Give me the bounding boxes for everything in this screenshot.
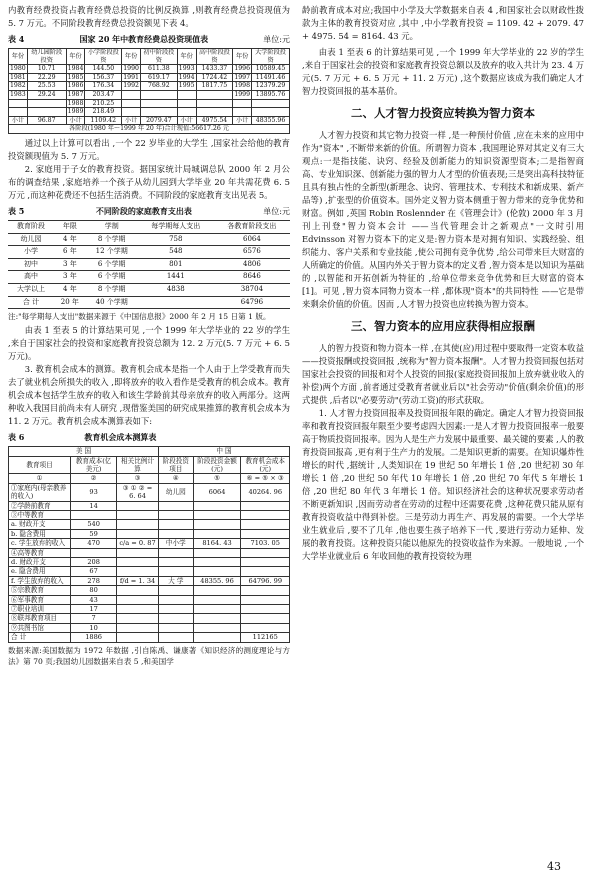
table-cell: 1984: [67, 65, 84, 73]
table-cell: [9, 99, 28, 108]
table-cell: 初中: [8, 258, 54, 271]
table-cell: 1433.37: [196, 65, 233, 74]
table-cell: [233, 99, 252, 108]
table-cell: [196, 108, 233, 117]
table-row: [9, 557, 290, 566]
table-cell: 14: [71, 501, 117, 510]
table-cell: 8646: [214, 271, 290, 284]
table-cell: 203.47: [85, 90, 122, 99]
table-cell: 64796. 99: [241, 576, 290, 585]
table-cell: 11491.46: [252, 73, 290, 82]
table-cell: 43: [71, 595, 117, 604]
table-cell: 3 年: [54, 258, 86, 271]
table-cell: 548: [138, 246, 214, 259]
table-cell: 768.92: [140, 82, 177, 91]
table-cell: [140, 99, 177, 108]
table-row: [9, 605, 290, 614]
table-cell: 6576: [214, 246, 290, 259]
colnum-cell: ④: [158, 474, 193, 483]
table-cell: [117, 557, 159, 566]
table-row: [9, 539, 290, 548]
table-cell: [193, 501, 241, 510]
table-cell: 540: [71, 520, 117, 529]
table-row: [9, 529, 290, 538]
table-cell: [117, 633, 159, 642]
table-cell: [117, 567, 159, 576]
table-cell: 619.17: [140, 73, 177, 82]
table-cell: 8 个学期: [86, 283, 138, 296]
table-cell: 8 个学期: [86, 233, 138, 246]
table-cell: 1994: [178, 73, 195, 81]
table-row: [8, 258, 290, 271]
table-row: [9, 548, 290, 557]
table-cell: [241, 614, 290, 623]
table-cell: [158, 586, 193, 595]
table-cell: 1817.75: [196, 82, 233, 91]
table-cell: 高中: [8, 271, 54, 284]
table-cell: [158, 548, 193, 557]
header-cell: 教育阶段: [8, 220, 54, 233]
table-cell: [117, 595, 159, 604]
table-cell: 6064: [193, 483, 241, 501]
table-cell: [177, 99, 196, 108]
table-cell: 1981: [10, 73, 26, 81]
table-cell: ⑨共图书馆: [9, 623, 71, 632]
table-row: [9, 65, 290, 74]
table-row: [9, 82, 290, 91]
table-cell: 12 个学期: [86, 246, 138, 259]
table-cell: b. 隐含费用: [9, 529, 71, 538]
table-cell: a. 财政开支: [9, 520, 71, 529]
table-5: [8, 220, 290, 309]
table-row: [8, 283, 290, 296]
table-cell: 758: [138, 233, 214, 246]
table-cell: 1109.42: [85, 116, 122, 125]
table-cell: [177, 108, 196, 117]
table-caption: [8, 33, 290, 46]
table-cell: ⑥军事教育: [9, 595, 71, 604]
table-row: [9, 623, 290, 632]
table-row: [8, 296, 290, 309]
table-cell: 96.87: [27, 116, 66, 125]
table-cell: 6064: [214, 233, 290, 246]
table-note: 注:"每学期每人支出"数据来源于《中国信息报》2000 年 2 月 15 日第 1 版。: [8, 312, 271, 322]
table-cell: 80: [71, 586, 117, 595]
table-header-row: [9, 49, 290, 65]
table-cell: 7: [71, 614, 117, 623]
header-cell: 阶段投资金额(元): [193, 456, 241, 474]
table-4: [8, 48, 290, 134]
table-header-row: [8, 220, 290, 233]
table-cell: 12379.29: [252, 82, 290, 91]
table-row: [8, 246, 290, 259]
table-number: 表 5: [8, 205, 25, 216]
table-cell: [241, 557, 290, 566]
table-row: [9, 108, 290, 117]
colnum-cell: ①: [9, 474, 71, 483]
table-cell: [122, 99, 141, 108]
table-cell: 2079.47: [140, 116, 177, 125]
group-header-us: 美 国: [9, 447, 159, 456]
header-cell: 教育成本(亿美元): [71, 456, 117, 474]
table-cell: [193, 633, 241, 642]
table-cell: [138, 296, 214, 309]
table-cell: [196, 90, 233, 99]
table-cell: 1980: [10, 65, 26, 73]
table-cell: 278: [71, 576, 117, 585]
table-cell: [252, 108, 290, 117]
table-cell: 22.29: [27, 73, 66, 82]
paragraph: 人才智力投资和其它物力投资一样 ,是一种预付价值 ,应在未来的应用中作为"资本" ,不断带来新的价值。所谓智力资本 ,我国理论界对其定义有三大观点:一是指技能、诀窍、经验及创新能力的知识资源型资本;二是指智商高、专业知识深、创新能力强的智力人才型的价值表现;三是突出高科技特征且具有独占性的全新型(新理念、诀窍、管理技术、专利技术和新成果、新产品等) ,扩张型的价值资本。国外定义智力资本侧重于智力带来的竞争优势和财富。例如 ,英国 Robin Roslennder 在《管理会计》(伦敦) 2000 年 3 月刊上刊登"智力资本会计 ——当代管理会计之新观点"一文时引用 Edvinsson 对智力资本下的定义是:智力资本是对拥有知识、实践经验、组织能力、客户关系和专业技能 ,使公司拥有竞争优势 ,给公司带来巨大财富的人所确定的价值。从国内外关于智力资本的定义看 ,智力资本是以知识为基础的 ,以智能和开拓创新为特征的 ,给单位带来竞争优势和巨大财富的资本[1]。可见 ,智力资本同物力资本一样 ,都体现"资本"的共同特性 ——它是带来剩余价值的价值。因而 ,人才智力投资也应转换为智力资本。: [302, 130, 584, 309]
table-cell: [241, 605, 290, 614]
table-cell: [158, 529, 193, 538]
header-cell: 学制: [86, 220, 138, 233]
table-cell: [158, 595, 193, 604]
table-cell: 40264. 96: [241, 483, 290, 501]
table-cell: c. 学生放弃的收入: [9, 539, 71, 548]
table-row: [9, 614, 290, 623]
table-cell: 210.25: [85, 99, 122, 108]
table-cell: f/d = 1. 34: [117, 576, 159, 585]
table-cell: [241, 586, 290, 595]
paragraph: 3. 教育机会成本的测算。教育机会成本是指一个人由于上学受教育而失去了就业机会所损失的收入 ,即将放弃的收入看作是受教育的机会成本。教育机会成本包括学生放弃的收入和该生学龄前其母亲放弃的收入两部分。这两种收入我国目前尚未有人研究 ,现借鉴美国的研究成果推算的教育机会成本为 11. 2 万元。教育机会成本测算表如下:: [8, 364, 290, 427]
table-cell: 1999: [234, 90, 251, 98]
left-column: [8, 4, 290, 667]
table-row: [9, 576, 290, 585]
table-cell: e. 隐含费用: [9, 567, 71, 576]
table-cell: [193, 614, 241, 623]
colnum-cell: ②: [71, 474, 117, 483]
table-cell: ③中等教育: [9, 510, 71, 519]
table-cell: [158, 623, 193, 632]
table-cell: [158, 605, 193, 614]
table-title: 国家 20 年中教育经费总投资现值表: [79, 34, 209, 44]
table-cell: ⑦职业培训: [9, 605, 71, 614]
table-cell: [193, 623, 241, 632]
header-cell: 年份: [66, 49, 85, 65]
table-cell: 小计: [122, 116, 141, 125]
table-cell: [158, 501, 193, 510]
table-cell: [241, 520, 290, 529]
table-cell: [71, 510, 117, 519]
table-cell: 48355. 96: [193, 576, 241, 585]
table-cell: 40 个学期: [86, 296, 138, 309]
table-cell: ③ ① ② = 6. 64: [117, 483, 159, 501]
paragraph: 人的智力投资和物力资本一样 ,在其使(应)用过程中要取得一定资本收益 ——投资报酬或投资回报 ,统称为"智力资本报酬"。人才智力投资回报包括对国家社会投资的回报和对个人投资的回报(家庭投资回报加上放弃就业收入的补偿)两个方面 ,前者通过受教育者就业后以"社会劳动"价值(剩余价值)的形式提供 ,后者以"必要劳动"(劳动工资)的形式获取。: [302, 343, 584, 405]
table-cell: 1991: [123, 73, 139, 81]
table-cell: [252, 99, 290, 108]
header-cell: 年份: [177, 49, 196, 65]
table-cell: 10: [71, 623, 117, 632]
table-cell: [196, 99, 233, 108]
table-cell: 611.38: [140, 65, 177, 74]
table-title: 不同阶段的家庭教育支出表: [95, 205, 192, 216]
table-cell: 4806: [214, 258, 290, 271]
table-cell: 4 年: [54, 233, 86, 246]
table-number: 表 6: [8, 432, 25, 443]
section-heading: 三、智力资本的应用应获得相应报酬: [351, 319, 535, 333]
table-cell: 小学: [8, 246, 54, 259]
table-cell: 1995: [178, 82, 195, 90]
table-cell: 67: [71, 567, 117, 576]
table-cell: 小计: [66, 116, 85, 125]
table-cell: [27, 99, 66, 108]
table-unit: 单位:元: [263, 35, 290, 44]
header-cell: 相关比例计算: [117, 456, 159, 474]
table-cell: 208: [71, 557, 117, 566]
table-cell: 1986: [67, 82, 84, 90]
table-cell: ⑤宗教教育: [9, 586, 71, 595]
table-cell: 幼儿园: [8, 233, 54, 246]
table-cell: [71, 548, 117, 557]
table-row: [8, 233, 290, 246]
colnum-cell: ⑥ = ⑤ × ③: [241, 474, 290, 483]
table-cell: [122, 108, 141, 117]
table-cell: [241, 501, 290, 510]
table-cell: 1724.42: [196, 73, 233, 82]
table-cell: [117, 501, 159, 510]
table-cell: 4975.54: [196, 116, 233, 125]
paragraph: 通过以上计算可以看出 ,一个 22 岁毕业的大学生 ,国家社会给他的教育投资额现值为 5. 7 万元。: [8, 137, 290, 161]
header-cell: 年份: [233, 49, 252, 65]
table-cell: 1982: [10, 82, 26, 90]
table-cell: [241, 567, 290, 576]
table-cell: ⑧联邦教育项目: [9, 614, 71, 623]
table-cell: 6 个学期: [86, 258, 138, 271]
header-cell: 初中阶段投资: [140, 49, 177, 65]
table-cell: ④高等教育: [9, 548, 71, 557]
table-cell: 20 年: [54, 296, 86, 309]
table-cell: 8164. 43: [193, 539, 241, 548]
table-cell: 1997: [234, 73, 251, 81]
table-caption: [8, 431, 290, 444]
table-cell: [158, 614, 193, 623]
table-cell: 3 年: [54, 271, 86, 284]
table-cell: 1988: [67, 99, 84, 107]
table-row: [8, 271, 290, 284]
table-cell: [117, 548, 159, 557]
table-cell: [193, 567, 241, 576]
table-cell: 小计: [9, 116, 28, 125]
table-cell: [193, 586, 241, 595]
table-cell: 59: [71, 529, 117, 538]
table-cell: 48355.96: [252, 116, 290, 125]
right-column: [302, 4, 584, 563]
table-cell: [193, 520, 241, 529]
table-cell: d. 财政开支: [9, 557, 71, 566]
table-row: [9, 90, 290, 99]
table-row: [9, 595, 290, 604]
table-cell: [158, 510, 193, 519]
table-cell: 6 年: [54, 246, 86, 259]
table-cell: [158, 557, 193, 566]
table-cell: 176.34: [85, 82, 122, 91]
table-cell: 中小学: [158, 539, 193, 548]
table-cell: [241, 623, 290, 632]
table-cell: [193, 605, 241, 614]
header-cell: 年限: [54, 220, 86, 233]
table-cell: [193, 557, 241, 566]
table-cell: [241, 529, 290, 538]
data-source-note: 数据来源:美国数据为 1972 年数据 ,引自陈禹、谦康著《知识经济的测度理论与方法》第 70 页;我国幼儿园数据来自表 5 ,和美国学: [8, 645, 290, 666]
table-cell: 25.53: [27, 82, 66, 91]
table-cell: 1987: [67, 90, 84, 98]
table-row: [9, 501, 290, 510]
header-cell: 大学阶段投资: [252, 49, 290, 65]
table-cell: 801: [138, 258, 214, 271]
table-cell: 112165: [241, 633, 290, 642]
header-cell: 年份: [9, 49, 28, 65]
header-cell: 小学阶段投资: [85, 49, 122, 65]
table-total: 各阶段(1980 年～1999 年 20 年)合计现值:56617.26 元: [9, 125, 290, 134]
table-cell: 1989: [67, 108, 84, 116]
table-cell: 大学以上: [8, 283, 54, 296]
table-6: [8, 446, 290, 643]
table-cell: [193, 548, 241, 557]
table-cell: 470: [71, 539, 117, 548]
table-cell: 1998: [234, 82, 251, 90]
table-cell: [193, 510, 241, 519]
table-cell: 大 学: [158, 576, 193, 585]
table-row: [9, 567, 290, 576]
header-cell: 每学期每人支出: [138, 220, 214, 233]
header-cell: 各教育阶段支出: [214, 220, 290, 233]
table-cell: 4 年: [54, 283, 86, 296]
table-cell: 218.49: [85, 108, 122, 117]
table-cell: 1886: [71, 633, 117, 642]
table-cell: [140, 108, 177, 117]
group-header-cn: 中 国: [158, 447, 289, 456]
colnum-cell: ⑤: [193, 474, 241, 483]
table-cell: 1441: [138, 271, 214, 284]
table-cell: [117, 586, 159, 595]
header-cell: 教育机会成本(元): [241, 456, 290, 474]
table-cell: c/a = 0. 87: [117, 539, 159, 548]
table-cell: [158, 520, 193, 529]
paragraph: 2. 家庭用于子女的教育投资。据国家统计局城调总队 2000 年 2 月公布的调查结果 ,家庭培养一个孩子从幼儿园到大学毕业 20 年共需花费 6. 5 万元 ,而这种花费还不包括生活消费。不同阶段的家庭教育支出见表 5。: [8, 163, 290, 200]
table-footer-row: [9, 125, 290, 134]
table-cell: [117, 605, 159, 614]
table-row: [9, 116, 290, 125]
table-unit: 单位:元: [263, 206, 290, 216]
table-cell: [122, 90, 141, 99]
header-cell: 阶段投资项目: [158, 456, 193, 474]
table-cell: [117, 510, 159, 519]
table-group-row: [9, 447, 290, 456]
paragraph: 内教育经费投资占教育经费总投资的比例反换算 ,则教育经费总投资现值为 5. 7 万元。不同阶段教育经费总投资额见下表 4。: [8, 5, 290, 28]
table-cell: 小计: [233, 116, 252, 125]
paragraph: 龄前教育成本对应;我国中小学及大学数据来自表 4 ,和国家社会以财政性拨款为主体的教育投资对应 ,其中 ,中小学教育投资 = 1109. 42 + 2079. 47 + 4975. 54 = 8164. 43 元。: [302, 5, 584, 41]
table-cell: [241, 510, 290, 519]
table-cell: 17: [71, 605, 117, 614]
table-cell: 144.50: [85, 65, 122, 74]
table-cell: ①家庭内(母亲教养的收入): [9, 483, 71, 501]
table-cell: 合 计: [8, 296, 54, 309]
table-cell: [9, 108, 28, 117]
table-cell: 1985: [67, 73, 84, 81]
table-cell: [193, 595, 241, 604]
page-number: 43: [547, 860, 561, 873]
table-cell: 10589.45: [252, 65, 290, 74]
table-row: [9, 99, 290, 108]
table-cell: [241, 595, 290, 604]
table-cell: 6 个学期: [86, 271, 138, 284]
header-cell: 年份: [122, 49, 141, 65]
table-cell: 小计: [177, 116, 196, 125]
table-row: [9, 633, 290, 642]
table-cell: ②学龄前教育: [9, 501, 71, 510]
table-cell: [27, 108, 66, 117]
table-cell: [117, 614, 159, 623]
table-cell: [233, 108, 252, 117]
table-cell: [117, 520, 159, 529]
paragraph: 由表 1 至表 6 的计算结果可见 ,一个 1999 年大学毕业的 22 岁的学生 ,来自于国家社会的投资和家庭教育投资总额以及放弃的收入共计为 23. 4 万元(5. 7 万元 + 6. 5 万元 + 11. 2 万元) ,这个数据应该成为我们确定人才智力投资回报的基本基价。: [302, 47, 584, 96]
table-cell: 13895.76: [252, 90, 290, 99]
table-number: 表 4: [8, 34, 25, 44]
table-cell: [117, 623, 159, 632]
table-cell: 1993: [178, 65, 195, 73]
table-cell: [158, 633, 193, 642]
table-header-row: [9, 456, 290, 474]
table-row: [9, 586, 290, 595]
table-cell: [241, 548, 290, 557]
table-cell: 1996: [234, 65, 251, 73]
section-heading: 二、人才智力投资应转换为智力资本: [351, 106, 535, 120]
paragraph: 1. 人才智力投资回报率及投资回报年限的确定。确定人才智力投资回报率和教育投资回报年限至少要考虑四大因素:一是人才智力投资回报率一般要高于物质投资回报率。因为人是生产力发展中最重要、最关键的要素 ,人的教育投资回报高 ,更有利于生产力的发展。二是知识更新的需要。在知识爆炸性增长的时代 ,据统计 ,人类知识在 19 世纪 50 年增长 1 倍 ,20 世纪初 30 年增长 1 倍 ,20 世纪 50 年代 10 年增长 1 倍 ,20 世纪 70 年代 5 年增长 1 倍 ,20 世纪 80 年代 3 年增长 1 倍。知识经济社会的这种状况要求劳动者不断更新知识 ,因而劳动者在劳动的过程中还需要花费 ,这种花费只能从原有教育投资收益中得到补偿。三是劳动力再生产、再发展的需要。一个大学毕业生就业后 ,要不了几年 ,他也要生孩子培养下一代 ,要进行劳动力延伸、发展的教育投资。这种投资只能以他原先的投资收益作为来源。一般地说 ,一个大学毕业就业后 6 年收回他的教育投资较为理: [302, 408, 584, 561]
table-cell: 7103. 05: [241, 539, 290, 548]
table-title: 教育机会成本测算表: [84, 432, 157, 443]
table-cell: 29.24: [27, 90, 66, 99]
header-cell: 高中阶段投资: [196, 49, 233, 65]
table-cell: [193, 529, 241, 538]
table-cell: 156.37: [85, 73, 122, 82]
table-cell: 合 计: [9, 633, 71, 642]
paragraph: 由表 1 至表 5 的计算结果可见 ,一个 1999 年大学毕业的 22 岁的学生 ,来自于国家社会的投资和家庭教育投资总额为 12. 2 万元(5. 7 万元 + 6. 5 万元)。: [8, 325, 290, 362]
table-cell: 4838: [138, 283, 214, 296]
table-cell: 幼儿园: [158, 483, 193, 501]
table-cell: [140, 90, 177, 99]
table-cell: 38704: [214, 283, 290, 296]
table-colnum-row: [9, 474, 290, 483]
table-row: [9, 73, 290, 82]
table-cell: 1990: [123, 65, 139, 73]
table-cell: [158, 567, 193, 576]
table-cell: 1983: [10, 90, 26, 98]
table-row: [9, 510, 290, 519]
table-caption: [8, 205, 290, 218]
table-cell: 1992: [123, 82, 139, 90]
colnum-cell: ③: [117, 474, 159, 483]
table-cell: 93: [71, 483, 117, 501]
table-cell: 64796: [214, 296, 290, 309]
table-cell: 10.71: [27, 65, 66, 74]
table-row: [9, 483, 290, 501]
table-cell: [177, 90, 196, 99]
table-cell: [117, 529, 159, 538]
header-cell: 教育项目: [9, 456, 71, 474]
header-cell: 幼儿园阶段投资: [27, 49, 66, 65]
table-cell: f. 学生放弃的收入: [9, 576, 71, 585]
table-row: [9, 520, 290, 529]
